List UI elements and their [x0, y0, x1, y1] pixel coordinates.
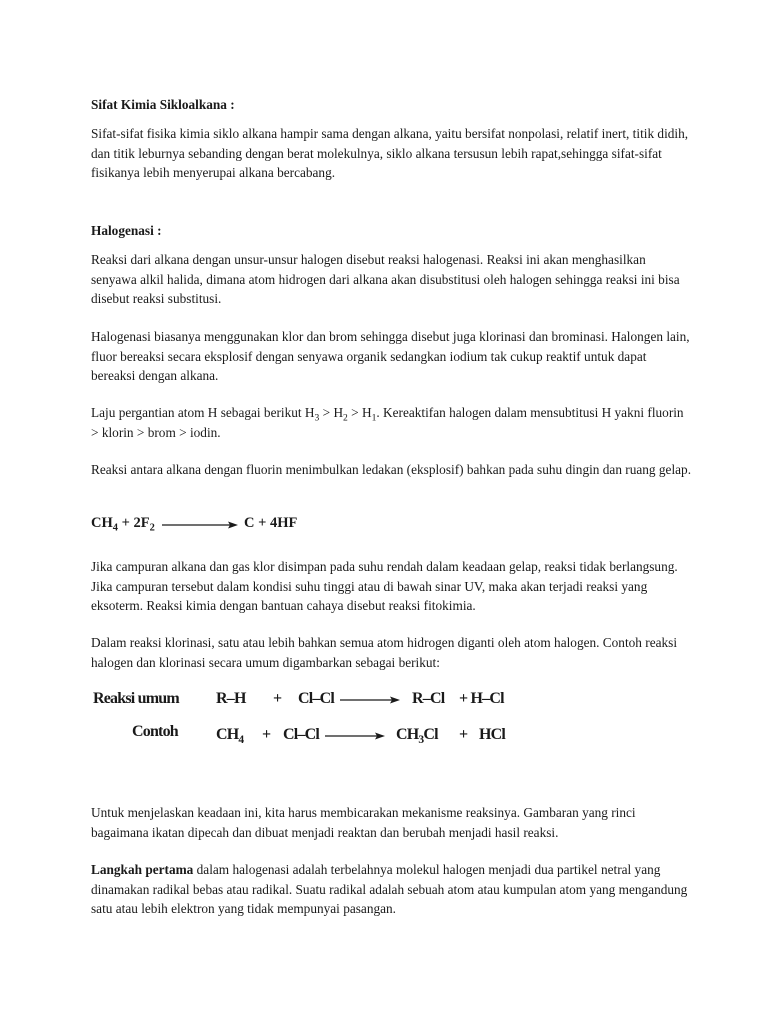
paragraph-intro: Sifat-sifat fisika kimia siklo alkana hampir sama dengan alkana, yaitu bersifat nonpolasi, relatif inert, titik didih, dan titik leburnya sebanding dengan berat molekulnya, siklo alkana tersusun lebih rapat,sehingga sifat-sifat fisikanya lebih menyerupai alkana bercabang.: [91, 126, 689, 181]
example-product-hcl: HCl: [479, 726, 506, 743]
example-reactant-ch4: $CH_4$: [216, 726, 244, 747]
paragraph-klor: Jika campuran alkana dan gas klor disimpan pada suhu rendah dalam keadaan gelap, reaksi tidak berlangsung. Jika campuran tersebut dalam kondisi suhu tinggi atau di bawah sinar UV, maka akan terjadi reaksi yang eksoterm. Reaksi kimia dengan bantuan cahaya disebut reaksi fitokimia.: [91, 559, 678, 614]
general-reactant-clcl: Cl–Cl: [298, 690, 335, 707]
example-reactant-clcl: Cl–Cl: [283, 726, 320, 743]
general-product-hcl: + H–Cl: [459, 690, 504, 707]
paragraph-mekanisme: Untuk menjelaskan keadaan ini, kita harus membicarakan mekanisme reaksinya. Gambaran yang rinci bagaimana ikatan dipecah dan dibuat menjadi reaktan dan berubah menjadi hasil reaksi.: [91, 805, 636, 840]
example-plus-2: +: [459, 726, 468, 743]
heading-halogenasi: Halogenasi :: [91, 223, 162, 238]
example-plus-1: +: [262, 726, 271, 743]
general-product-rcl: R–Cl: [412, 690, 445, 707]
equation-fluorination-reactants: $CH_4 + 2F_2$: [91, 515, 155, 534]
paragraph-fluorin: Reaksi antara alkana dengan fluorin menimbulkan ledakan (eksplosif) bahkan pada suhu dingin dan ruang gelap.: [91, 462, 692, 477]
paragraph-halogenasi-2: Halogenasi biasanya menggunakan klor dan brom sehingga disebut juga klorinasi dan brominasi. Halongen lain, fluor bereaksi secara eksplosif dengan senyawa organik sedangkan iodium tak cukup reaktif untuk dapat bereaksi dengan alkana.: [91, 329, 690, 384]
general-reactant-rh: R–H: [216, 690, 246, 707]
label-contoh: Contoh: [132, 723, 178, 740]
doc-title: Sifat Kimia Sikloalkana :: [91, 97, 235, 112]
paragraph-langkah-pertama: Langkah pertama dalam halogenasi adalah terbelahnya molekul halogen menjadi dua partikel netral yang dinamakan radikal bebas atau radikal. Suatu radikal adalah sebuah atom atau kumpulan atom yang mengandung satu atau lebih elektron yang tidak mempunyai pasangan.: [91, 862, 688, 917]
paragraph-halogenasi-1: Reaksi dari alkana dengan unsur-unsur halogen disebut reaksi halogenasi. Reaksi ini akan menghasilkan senyawa alkil halida, dimana atom hidrogen dari alkana akan disubstitusi oleh halogen sehingga reaksi ini bisa disebut reaksi substitusi.: [91, 252, 680, 307]
reaction-arrow-icon: [162, 520, 238, 530]
langkah-pertama-label: Langkah pertama: [91, 862, 194, 877]
reaction-arrow-icon: [325, 731, 385, 741]
reaction-arrow-icon: [340, 695, 400, 705]
equation-fluorination-products: C + 4HF: [244, 515, 298, 531]
paragraph-klorinasi: Dalam reaksi klorinasi, satu atau lebih bahkan semua atom hidrogen diganti oleh atom halogen. Contoh reaksi halogen dan klorinasi secara umum digambarkan sebagai berikut:: [91, 635, 678, 670]
general-plus-1: +: [273, 690, 282, 707]
label-reaksi-umum: Reaksi umum: [93, 690, 179, 707]
paragraph-laju-pergantian: Laju pergantian atom H sebagai berikut $H_3 > H_2 > H_1$. Kereaktifan halogen dalam mensubtitusi H yakni fluorin > klorin > brom > iodin.: [91, 405, 684, 440]
example-product-ch3cl: $CH_3Cl$: [396, 726, 438, 747]
